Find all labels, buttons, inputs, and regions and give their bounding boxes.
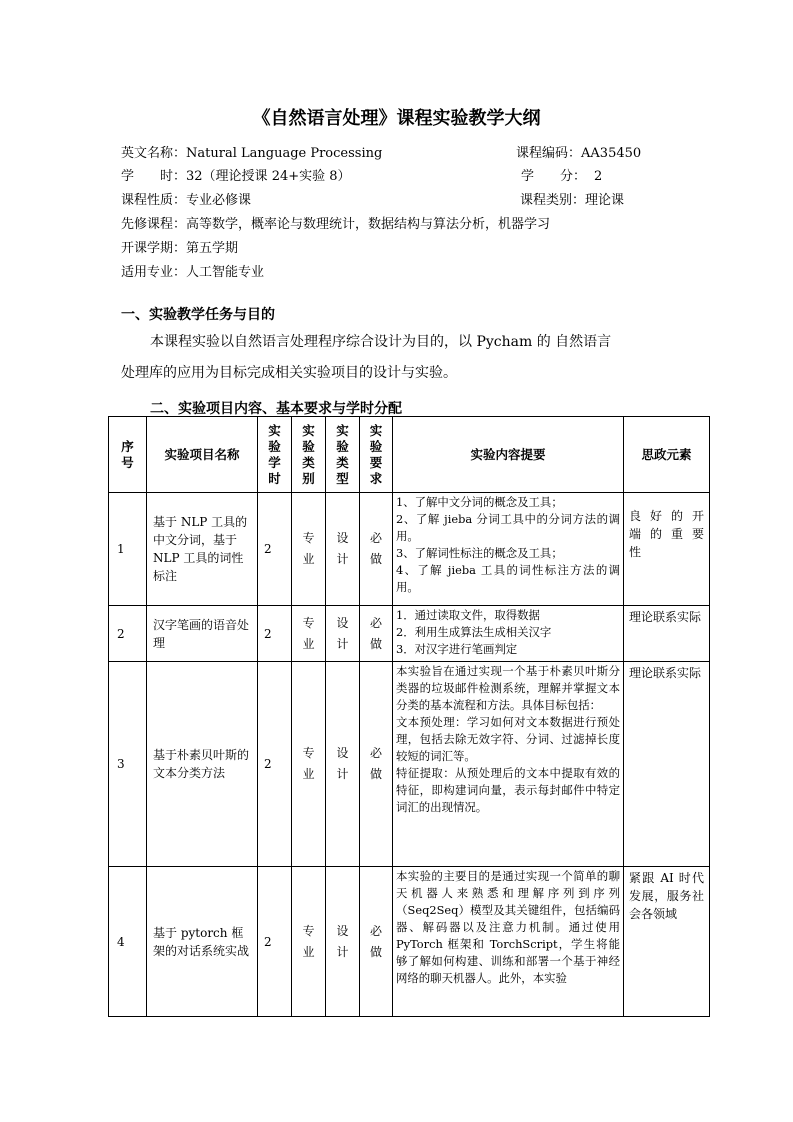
header-kind: 实 验 类 型	[326, 417, 360, 493]
row-num: 2	[109, 606, 147, 662]
row-kind: 设 计	[326, 662, 360, 867]
header-num: 序 号	[109, 417, 147, 493]
row-hours: 2	[258, 493, 292, 606]
document-title: 《自然语言处理》课程实验教学大纲	[252, 108, 541, 129]
row-kind: 设 计	[326, 867, 360, 1017]
meta-nature	[121, 193, 251, 209]
row-content: 本实验的主要目的是通过实现一个简单的聊天机器人来熟悉和理解序列到序列（Seq2Seq）模型及其关键组件，包括编码器、解码器以及注意力机制。通过使用 PyTorch 框架和 TorchScript，学生将能够了解如何构建、训练和部署一个基于神经网络的聊天机器人。此外，本实验	[393, 867, 624, 1017]
row-type: 专 业	[292, 662, 326, 867]
category-label: 课程类别：	[520, 193, 586, 208]
row-type: 专 业	[292, 606, 326, 662]
header-content: 实验内容提要	[393, 417, 624, 493]
category-value: 理论课	[585, 193, 625, 208]
row-req: 必 做	[360, 662, 393, 867]
row-hours: 2	[258, 662, 292, 867]
header-type: 实 验 类 别	[292, 417, 326, 493]
section1-heading: 一、实验教学任务与目的	[121, 307, 275, 323]
hours-value: 32（理论授课 24+实验 8）	[186, 169, 351, 184]
meta-hours	[121, 169, 351, 185]
table-row	[109, 662, 710, 867]
row-kind: 设 计	[326, 606, 360, 662]
course-code-value: AA35450	[581, 146, 642, 161]
row-req: 必 做	[360, 493, 393, 606]
row-content: 1．通过读取文件，取得数据 2．利用生成算法生成相关汉字 3．对汉字进行笔画判定	[393, 606, 624, 662]
table-row	[109, 867, 710, 1017]
row-type: 专 业	[292, 493, 326, 606]
major-value: 人工智能专业	[186, 265, 265, 280]
section1-para-line1: 本课程实验以自然语言处理程序综合设计为目的，以 Pycham 的 自然语言	[150, 334, 612, 350]
credits-value: 2	[594, 169, 603, 184]
experiment-table	[108, 416, 710, 1017]
section2-heading: 二、实验项目内容、基本要求与学时分配	[150, 401, 402, 417]
meta-course-code	[516, 146, 641, 162]
row-req: 必 做	[360, 867, 393, 1017]
english-name-value: Natural Language Processing	[186, 146, 383, 161]
prereq-value: 高等数学，概率论与数理统计，数据结构与算法分析，机器学习	[186, 217, 551, 232]
row-name: 基于朴素贝叶斯的文本分类方法	[147, 662, 258, 867]
english-name-label: 英文名称：	[121, 146, 187, 161]
row-num: 4	[109, 867, 147, 1017]
row-name: 基于 NLP 工具的中文分词，基于 NLP 工具的词性标注	[147, 493, 258, 606]
meta-english-name	[121, 146, 382, 162]
row-name: 基于 pytorch 框架的对话系统实战	[147, 867, 258, 1017]
header-name: 实验项目名称	[147, 417, 258, 493]
section1-para-line2: 处理库的应用为目标完成相关实验项目的设计与实验。	[121, 365, 457, 381]
meta-prereq	[121, 217, 550, 233]
meta-credits	[521, 169, 602, 185]
nature-value: 专业必修课	[186, 193, 252, 208]
row-hours: 2	[258, 867, 292, 1017]
row-ideo: 理论联系实际	[624, 662, 710, 867]
course-code-label: 课程编码：	[516, 146, 582, 161]
row-hours: 2	[258, 606, 292, 662]
semester-label: 开课学期：	[121, 241, 187, 256]
row-num: 1	[109, 493, 147, 606]
meta-category	[520, 193, 624, 209]
row-name: 汉字笔画的语音处理	[147, 606, 258, 662]
semester-value: 第五学期	[186, 241, 239, 256]
table-row	[109, 493, 710, 606]
meta-semester	[121, 241, 238, 257]
row-ideo: 良 好 的 开 端 的 重 要 性	[624, 493, 710, 606]
header-ideo: 思政元素	[624, 417, 710, 493]
major-label: 适用专业：	[121, 265, 187, 280]
prereq-label: 先修课程：	[121, 217, 187, 232]
nature-label: 课程性质：	[121, 193, 187, 208]
credits-label: 学 分：	[521, 169, 587, 184]
table-row	[109, 606, 710, 662]
row-num: 3	[109, 662, 147, 867]
meta-major	[121, 265, 264, 281]
table-header-row	[109, 417, 710, 493]
hours-label: 学 时：	[121, 169, 187, 184]
header-req: 实 验 要 求	[360, 417, 393, 493]
header-hours: 实 验 学 时	[258, 417, 292, 493]
row-content: 本实验旨在通过实现一个基于朴素贝叶斯分类器的垃圾邮件检测系统，理解并掌握文本分类的基本流程和方法。具体目标包括： 文本预处理：学习如何对文本数据进行预处理，包括去除无效字符、分词、过滤掉长度较短的词汇等。 特征提取：从预处理后的文本中提取有效的特征，即构建词向量，表示每封邮件中特定词汇的出现情况。	[393, 662, 624, 867]
row-ideo: 理论联系实际	[624, 606, 710, 662]
row-kind: 设 计	[326, 493, 360, 606]
row-ideo: 紧跟 AI 时代发展，服务社会各领域	[624, 867, 710, 1017]
row-type: 专 业	[292, 867, 326, 1017]
row-req: 必 做	[360, 606, 393, 662]
row-content: 1、了解中文分词的概念及工具； 2、了解 jieba 分词工具中的分词方法的调用。 3、了解词性标注的概念及工具； 4、了解 jieba 工具的词性标注方法的调用。	[393, 493, 624, 606]
